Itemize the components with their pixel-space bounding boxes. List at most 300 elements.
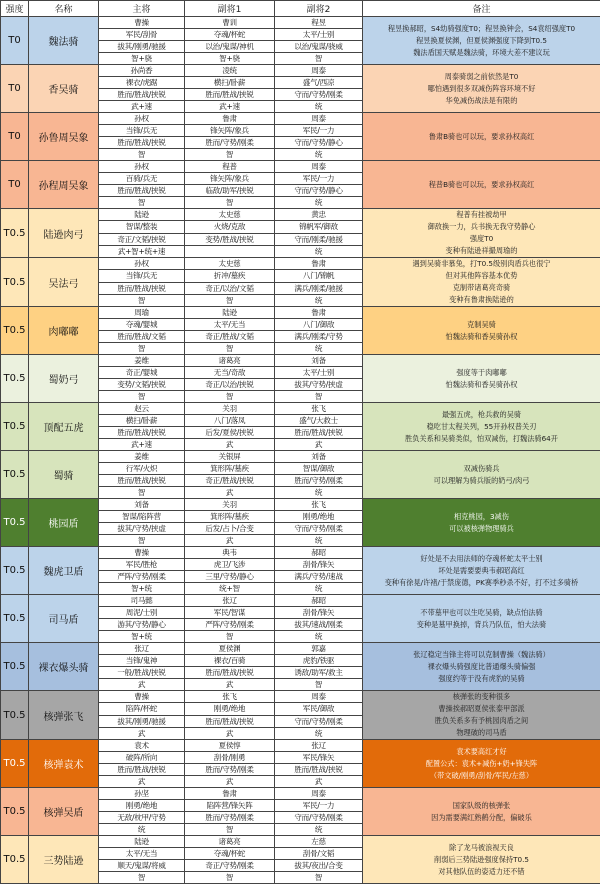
main-cell: 胜而/胜战/挟锐 xyxy=(99,475,185,487)
table-row xyxy=(1,161,600,173)
vice1-cell: 军民/智谋 xyxy=(185,607,275,619)
main-cell: 刚勇/绝地 xyxy=(99,800,185,812)
vice2-cell: 刮骨/文韬 xyxy=(275,848,363,860)
vice1-cell: 关羽 xyxy=(185,403,275,415)
vice1-cell: 凌统 xyxy=(185,65,275,77)
lineup-name: 核弹张飞 xyxy=(29,691,99,740)
vice1-cell xyxy=(185,245,275,257)
vice1-cell: 箕形阵/墓疾 xyxy=(185,463,275,475)
lineup-name: 三势陆逊 xyxy=(29,836,99,884)
vice1-cell: 裸衣/百骑 xyxy=(185,655,275,667)
note-cell xyxy=(363,65,600,113)
note-line: 可以被核弹物理骑兵 xyxy=(366,523,597,535)
grade-cell: T0 xyxy=(1,65,29,113)
note-line: 物理破的司马盾 xyxy=(366,727,597,739)
vice2-cell: 满兵/刚柔/守势 xyxy=(275,331,363,343)
main-cell: 袁术 xyxy=(99,740,185,752)
vice2-cell: 统 xyxy=(275,535,363,547)
lineup-name: 孙程周吴象 xyxy=(29,161,99,209)
vice1-cell: 夏侯惇 xyxy=(185,740,275,752)
note-line: 张辽稳定当锋主将可以克制曹操（魏法骑） xyxy=(366,649,597,661)
main-cell: 变势/文韬/挟锐 xyxy=(99,379,185,391)
vice1-cell: 关银屏 xyxy=(185,451,275,463)
main-cell: 百骑/兵无 xyxy=(99,173,185,185)
vice2-cell: 武 xyxy=(275,776,363,788)
lineup-name: 蜀奶弓 xyxy=(29,355,99,403)
vice2-cell: 锦帆军/御敌 xyxy=(275,221,363,233)
vice1-cell: 后发/夏侯/挟锐 xyxy=(185,427,275,439)
vice2-cell: 郝昭 xyxy=(275,595,363,607)
grade-cell: T0.5 xyxy=(1,547,29,595)
vice1-cell: 八门/落凤 xyxy=(185,415,275,427)
vice2-cell: 鲁肃 xyxy=(275,307,363,319)
vice2-cell: 程昱 xyxy=(275,17,363,29)
vice1-cell: 武 xyxy=(185,487,275,499)
note-line: 周泰骑弱之前依然是T0 xyxy=(366,71,597,83)
vice2-cell: 武 xyxy=(275,439,363,451)
table-body xyxy=(1,17,600,884)
table-row xyxy=(1,691,600,703)
note-cell xyxy=(363,788,600,836)
main-cell: 武 xyxy=(99,776,185,788)
vice1-cell: 夺魂/杯蛇 xyxy=(185,29,275,41)
vice1-cell: 曹训 xyxy=(185,17,275,29)
vice2-cell: 拔其/夜出/合变 xyxy=(275,860,363,872)
note-cell xyxy=(363,691,600,740)
note-line: 坏处是需要要典韦郝昭高红 xyxy=(366,565,597,577)
note-line: 裸衣爆头骑强度比普通爆头骑偏强 xyxy=(366,661,597,673)
vice1-cell: 智 xyxy=(185,197,275,209)
main-cell: 赵云 xyxy=(99,403,185,415)
vice2-cell: 胜而/胜战/挟锐 xyxy=(275,427,363,439)
vice2-cell: 刮骨/锋矢 xyxy=(275,607,363,619)
vice1-cell: 夏侯渊 xyxy=(185,643,275,655)
vice1-cell: 智+骁 xyxy=(185,53,275,65)
vice2-cell: 统 xyxy=(275,824,363,836)
table-row xyxy=(1,355,600,367)
vice1-cell: 智 xyxy=(185,294,275,306)
lineup-name: 裸衣爆头骑 xyxy=(29,643,99,691)
grade-cell: T0.5 xyxy=(1,403,29,451)
vice1-cell: 关羽 xyxy=(185,499,275,511)
table-row xyxy=(1,788,600,800)
vice1-cell: 变势/胜战/挟锐 xyxy=(185,233,275,245)
note-cell xyxy=(363,547,600,595)
vice1-cell: 鲁肃 xyxy=(185,788,275,800)
vice1-cell: 严阵/守势/刚柔 xyxy=(185,619,275,631)
main-cell: 奇正/文韬/挟锐 xyxy=(99,233,185,245)
vice1-cell: 诸葛亮 xyxy=(185,836,275,848)
vice1-cell: 奇正/守势/刚柔 xyxy=(185,860,275,872)
vice2-cell: 守而/守势/刚柔 xyxy=(275,715,363,727)
vice1-cell: 奇正/胜战/文韬 xyxy=(185,331,275,343)
vice1-cell: 刮骨/刚勇 xyxy=(185,752,275,764)
vice1-cell: 胜而/胜战/挟锐 xyxy=(185,667,275,679)
vice1-cell: 张飞 xyxy=(185,691,275,703)
main-cell: 孙坚 xyxy=(99,788,185,800)
note-cell xyxy=(363,740,600,788)
vice1-cell: 临敌/助军/挟锐 xyxy=(185,185,275,197)
vice1-cell: 三里/守势/静心 xyxy=(185,571,275,583)
note-line: 强度T0 xyxy=(366,233,597,245)
vice1-cell: 胜而/胜战/挟锐 xyxy=(185,715,275,727)
vice2-cell: 盛气/西凉 xyxy=(275,77,363,89)
note-line: 程昱换夏侯渊，但夏侯渊强度下降到T0.5 xyxy=(366,35,597,47)
main-cell: 一般/胜战/挟锐 xyxy=(99,667,185,679)
vice2-cell: 智 xyxy=(275,872,363,884)
grade-cell: T0.5 xyxy=(1,307,29,355)
vice2-cell: 鲁肃 xyxy=(275,258,363,270)
vice2-cell: 以治/鬼谋/骁威 xyxy=(275,41,363,53)
main-cell: 智 xyxy=(99,343,185,355)
main-cell: 陷阵/杯蛇 xyxy=(99,703,185,715)
note-line: 削弱后三势陆逊强度保持T0.5 xyxy=(366,854,597,866)
header-name: 名称 xyxy=(29,1,99,17)
note-cell xyxy=(363,643,600,691)
vice2-cell: 张飞 xyxy=(275,403,363,415)
vice1-cell: 智 xyxy=(185,343,275,355)
vice2-cell: 郭嘉 xyxy=(275,643,363,655)
table-row xyxy=(1,113,600,125)
note-cell xyxy=(363,451,600,499)
vice2-cell: 统 xyxy=(275,583,363,595)
note-line: 好处是不去用法师的夺魂杯蛇太平士别 xyxy=(366,553,597,565)
grade-cell: T0 xyxy=(1,161,29,209)
note-line: 变种有陆逊祥撮周瑜的 xyxy=(366,245,597,257)
lineup-name: 肉嘟嘟 xyxy=(29,307,99,355)
vice1-cell: 虎卫/飞涉 xyxy=(185,559,275,571)
lineup-name: 魏法骑 xyxy=(29,17,99,65)
vice2-cell: 刮骨/锋矢 xyxy=(275,559,363,571)
note-line: 核弹张的变种很多 xyxy=(366,691,597,703)
vice2-cell: 张辽 xyxy=(275,740,363,752)
grade-cell: T0.5 xyxy=(1,691,29,740)
main-cell: 孙权 xyxy=(99,113,185,125)
main-cell: 智 xyxy=(99,391,185,403)
vice1-cell: 以治/鬼谋/神机 xyxy=(185,41,275,53)
vice1-cell: 鲁肃 xyxy=(185,113,275,125)
vice1-cell: 智 xyxy=(185,391,275,403)
vice1-cell: 典韦 xyxy=(185,547,275,559)
vice2-cell: 周泰 xyxy=(275,788,363,800)
vice2-cell: 盛气/大救士 xyxy=(275,415,363,427)
vice1-cell: 张辽 xyxy=(185,595,275,607)
vice2-cell: 黄忠 xyxy=(275,209,363,221)
header-vice1: 副将1 xyxy=(185,1,275,17)
main-cell: 曹操 xyxy=(99,691,185,703)
header-grade: 强度 xyxy=(1,1,29,17)
lineup-name: 核弹袁术 xyxy=(29,740,99,788)
note-line: 变种是墓甲换掉，背兵乃队伍，怕大法骑 xyxy=(366,619,597,631)
main-cell: 夺魂/婴城 xyxy=(99,319,185,331)
main-cell: 胜而/胜战/文韬 xyxy=(99,331,185,343)
main-cell: 严阵/守势/刚柔 xyxy=(99,571,185,583)
vice2-cell: 太平/士别 xyxy=(275,367,363,379)
vice2-cell: 军民/一力 xyxy=(275,800,363,812)
main-cell: 拔其/守势/挟虚 xyxy=(99,523,185,535)
vice2-cell: 军民/御敌 xyxy=(275,703,363,715)
vice1-cell: 奇正/以治/挟锐 xyxy=(185,379,275,391)
main-cell: 曹操 xyxy=(99,17,185,29)
vice2-cell: 统 xyxy=(275,727,363,739)
vice1-cell: 后发/占卜/合变 xyxy=(185,523,275,535)
main-cell: 胜而/胜战/挟锐 xyxy=(99,137,185,149)
note-cell xyxy=(363,258,600,307)
main-cell: 军民/胜枪 xyxy=(99,559,185,571)
vice1-cell: 锋矢阵/象兵 xyxy=(185,173,275,185)
grade-cell: T0 xyxy=(1,113,29,161)
table-row xyxy=(1,65,600,77)
note-line: 胜负关系多有予桃园肉盾之间 xyxy=(366,715,597,727)
main-cell: 陆逊 xyxy=(99,836,185,848)
table-row xyxy=(1,595,600,607)
vice2-cell: 左慈 xyxy=(275,836,363,848)
lineup-name: 魏虎卫盾 xyxy=(29,547,99,595)
note-line: 除了龙马被浪视天良 xyxy=(366,842,597,854)
note-line: 魏法盾国天赋是魏法骑，环境大差不建议玩 xyxy=(366,47,597,59)
grade-cell: T0 xyxy=(1,17,29,65)
note-line: 双减伤骑兵 xyxy=(366,463,597,475)
vice1-cell: 箕形阵/墓疾 xyxy=(185,511,275,523)
table-row xyxy=(1,836,600,848)
main-cell: 陆逊 xyxy=(99,209,185,221)
grade-cell: T0.5 xyxy=(1,258,29,307)
table-row xyxy=(1,547,600,559)
note-line: （带文破/刚勇/刮骨/军民/左慈） xyxy=(366,770,597,782)
vice2-cell: 胜而/胜战/挟锐 xyxy=(275,764,363,776)
vice1-cell: 武 xyxy=(185,727,275,739)
header-vice2: 副将2 xyxy=(275,1,363,17)
vice2-cell: 智 xyxy=(275,679,363,691)
vice2-cell: 满兵/刚柔/驰援 xyxy=(275,282,363,294)
vice2-cell: 刚勇/绝地 xyxy=(275,511,363,523)
vice1-cell: 太史慈 xyxy=(185,209,275,221)
vice1-cell: 锋矢阵/象兵 xyxy=(185,125,275,137)
main-cell: 智 xyxy=(99,872,185,884)
vice2-cell: 周泰 xyxy=(275,113,363,125)
note-line: 遇到吴骑非慕兔，打T0.5级别肉盾兵也很宁 xyxy=(366,258,597,270)
vice1-cell: 统+智 xyxy=(185,583,275,595)
lineup-name: 蜀骑 xyxy=(29,451,99,499)
vice2-cell: 满兵/守势/速战 xyxy=(275,571,363,583)
main-cell: 奇正/婴城 xyxy=(99,367,185,379)
vice1-cell: 诸葛亮 xyxy=(185,355,275,367)
vice1-cell: 胜而/胜战/挟锐 xyxy=(185,89,275,101)
vice2-cell: 周泰 xyxy=(275,65,363,77)
main-cell: 孙权 xyxy=(99,161,185,173)
vice1-cell: 智 xyxy=(185,872,275,884)
note-line: 曹操挨郝昭夏侯张泰甲部派 xyxy=(366,703,597,715)
main-cell: 拔其/刚勇/驰援 xyxy=(99,715,185,727)
note-line: 怕魏法骑和香吴骑孙权 xyxy=(366,331,597,343)
vice2-cell: 周泰 xyxy=(275,161,363,173)
vice1-cell: 折冲/墓疾 xyxy=(185,270,275,282)
table-row xyxy=(1,258,600,270)
main-cell: 游其/守势/静心 xyxy=(99,619,185,631)
vice1-cell: 奇正/胜战/挟锐 xyxy=(185,475,275,487)
main-cell: 武 xyxy=(99,727,185,739)
table-row xyxy=(1,740,600,752)
note-line: 变种有鲁肃换陆逊的 xyxy=(366,294,597,306)
table-row xyxy=(1,499,600,511)
vice2-cell: 统 xyxy=(275,631,363,643)
note-line: 克制带诸葛亮奇骑 xyxy=(366,282,597,294)
vice1-cell: 奇正/以治/文韬 xyxy=(185,282,275,294)
main-cell: 智 xyxy=(99,149,185,161)
main-cell: 姜维 xyxy=(99,451,185,463)
main-cell: 刘备 xyxy=(99,499,185,511)
lineup-name: 核弹吴盾 xyxy=(29,788,99,836)
vice2-cell: 统 xyxy=(275,197,363,209)
vice1-cell: 横扫/卧薪 xyxy=(185,77,275,89)
vice2-cell: 智 xyxy=(275,391,363,403)
main-cell: 智 xyxy=(99,197,185,209)
grade-cell: T0.5 xyxy=(1,355,29,403)
main-cell: 当锋/兵无 xyxy=(99,270,185,282)
vice2-cell: 统 xyxy=(275,149,363,161)
note-cell xyxy=(363,17,600,65)
note-cell xyxy=(363,355,600,403)
main-cell: 张辽 xyxy=(99,643,185,655)
table-row xyxy=(1,451,600,463)
main-cell: 武+速 xyxy=(99,101,185,113)
note-line: 鲁肃B骑也可以玩，要求孙权高红 xyxy=(366,131,597,143)
note-line: 但对其他阵容基本优势 xyxy=(366,270,597,282)
note-cell xyxy=(363,113,600,161)
table-row xyxy=(1,403,600,415)
lineup-name: 司马盾 xyxy=(29,595,99,643)
note-line: 配置公式：袁术+减伤+奶+锋失阵 xyxy=(366,758,597,770)
note-line: 程普有挂被劫甲 xyxy=(366,209,597,221)
main-cell: 周瑜 xyxy=(99,307,185,319)
vice2-cell: 军民/锋矢 xyxy=(275,752,363,764)
lineup-name: 顶配五虎 xyxy=(29,403,99,451)
vice2-cell: 太平/士别 xyxy=(275,29,363,41)
vice1-cell: 胜而/守势/刚柔 xyxy=(185,137,275,149)
main-cell: 太平/无当 xyxy=(99,848,185,860)
note-line: 程普B骑也可以玩，要求孙权高红 xyxy=(366,179,597,191)
grade-cell: T0.5 xyxy=(1,595,29,643)
vice2-cell: 刘备 xyxy=(275,451,363,463)
main-cell: 顺天/鬼谋/将威 xyxy=(99,860,185,872)
main-cell: 智谋/陷阵营 xyxy=(99,511,185,523)
note-line: 变种有徐晃/许褚/于禁庞德，PK赛季秒杀不好，打不过多骑桥 xyxy=(366,577,597,589)
vice1-cell: 太史慈 xyxy=(185,258,275,270)
main-cell: 军民/刮骨 xyxy=(99,29,185,41)
note-line: 相克桃园，3减伤 xyxy=(366,511,597,523)
vice2-cell: 统 xyxy=(275,245,363,257)
note-cell xyxy=(363,836,600,884)
vice2-cell: 拔其/守势/挟虚 xyxy=(275,379,363,391)
vice2-cell: 统 xyxy=(275,487,363,499)
main-cell: 智 xyxy=(99,294,185,306)
note-cell xyxy=(363,499,600,547)
note-line: 强度约等于没有虎豹的吴骑 xyxy=(366,673,597,685)
vice2-cell: 守而/守势/刚柔 xyxy=(275,89,363,101)
main-cell: 智 xyxy=(99,535,185,547)
note-line: 华免减伤战法是有限的 xyxy=(366,95,597,107)
grade-cell: T0.5 xyxy=(1,643,29,691)
note-line: 稳吃甘太程关列，55开孙权普关刃 xyxy=(366,421,597,433)
vice1-cell: 陷阵营/锋矢阵 xyxy=(185,800,275,812)
main-cell: 孙权 xyxy=(99,258,185,270)
grade-cell: T0.5 xyxy=(1,499,29,547)
grade-cell: T0.5 xyxy=(1,451,29,499)
vice1-cell: 火烧/克敌 xyxy=(185,221,275,233)
grade-cell: T0.5 xyxy=(1,209,29,258)
table-row xyxy=(1,209,600,221)
main-cell: 当锋/兵无 xyxy=(99,125,185,137)
note-line: 哪怕遇到很多双减伤阵容环境不好 xyxy=(366,83,597,95)
grade-cell: T0.5 xyxy=(1,836,29,884)
vice2-cell: 守而/刚柔/驰援 xyxy=(275,233,363,245)
vice1-cell: 武 xyxy=(185,439,275,451)
main-cell: 智+统 xyxy=(99,631,185,643)
note-line: 克制吴骑 xyxy=(366,319,597,331)
vice2-cell: 虎豹/铁驱 xyxy=(275,655,363,667)
note-line: 胜负关系和吴骑类似，怕双减伤，打魏法骑64开 xyxy=(366,433,597,445)
vice1-cell: 武 xyxy=(185,776,275,788)
main-cell: 武+速 xyxy=(99,439,185,451)
note-cell xyxy=(363,403,600,451)
vice2-cell: 八门/御敌 xyxy=(275,319,363,331)
vice1-cell: 刚勇/绝地 xyxy=(185,703,275,715)
vice2-cell: 统 xyxy=(275,294,363,306)
main-cell: 胜而/胜战/挟锐 xyxy=(99,282,185,294)
table-row xyxy=(1,643,600,655)
lineup-name: 陆逊肉弓 xyxy=(29,209,99,258)
note-cell xyxy=(363,161,600,209)
note-line: 最强五虎，枪兵救的吴骑 xyxy=(366,409,597,421)
vice2-cell: 守而/守势/静心 xyxy=(275,185,363,197)
main-cell: 智+统 xyxy=(99,583,185,595)
note-line: 程昱换郝昭，S4幼骑强度T0；程昱换钟会，S4袁绍强度T0 xyxy=(366,23,597,35)
vice2-cell: 诱敌/助军/救主 xyxy=(275,667,363,679)
main-cell: 武 xyxy=(99,679,185,691)
main-cell: 胜而/胜战/挟锐 xyxy=(99,427,185,439)
grade-cell: T0.5 xyxy=(1,788,29,836)
vice2-cell: 八门/锦帆 xyxy=(275,270,363,282)
vice1-cell: 武+速 xyxy=(185,101,275,113)
vice2-cell: 刘备 xyxy=(275,355,363,367)
main-cell: 胜而/胜战/挟锐 xyxy=(99,764,185,776)
vice1-cell: 陆逊 xyxy=(185,307,275,319)
vice1-cell: 程普 xyxy=(185,161,275,173)
note-line: 国家队级的核弹张 xyxy=(366,800,597,812)
main-cell: 裸衣/虎踞 xyxy=(99,77,185,89)
vice1-cell: 太平/无当 xyxy=(185,319,275,331)
main-cell: 武+智+统+速 xyxy=(99,245,185,257)
note-line: 强度等于肉嘟嘟 xyxy=(366,367,597,379)
vice1-cell: 武 xyxy=(185,535,275,547)
table-row xyxy=(1,307,600,319)
main-cell: 横扫/卧薪 xyxy=(99,415,185,427)
main-cell: 胜而/胜战/挟锐 xyxy=(99,185,185,197)
main-cell: 孙尚香 xyxy=(99,65,185,77)
main-cell: 行军/火炽 xyxy=(99,463,185,475)
vice1-cell: 夺魂/杯蛇 xyxy=(185,848,275,860)
note-line: 袁术要高红才好 xyxy=(366,746,597,758)
main-cell: 司马懿 xyxy=(99,595,185,607)
main-cell: 破阵/所向 xyxy=(99,752,185,764)
vice2-cell: 守而/守势/刚柔 xyxy=(275,812,363,824)
note-cell xyxy=(363,307,600,355)
main-cell: 胜而/胜战/挟锐 xyxy=(99,89,185,101)
vice2-cell: 守而/守势/静心 xyxy=(275,137,363,149)
main-cell: 智+骁 xyxy=(99,53,185,65)
lineup-name: 香吴骑 xyxy=(29,65,99,113)
vice2-cell: 军民/一力 xyxy=(275,125,363,137)
